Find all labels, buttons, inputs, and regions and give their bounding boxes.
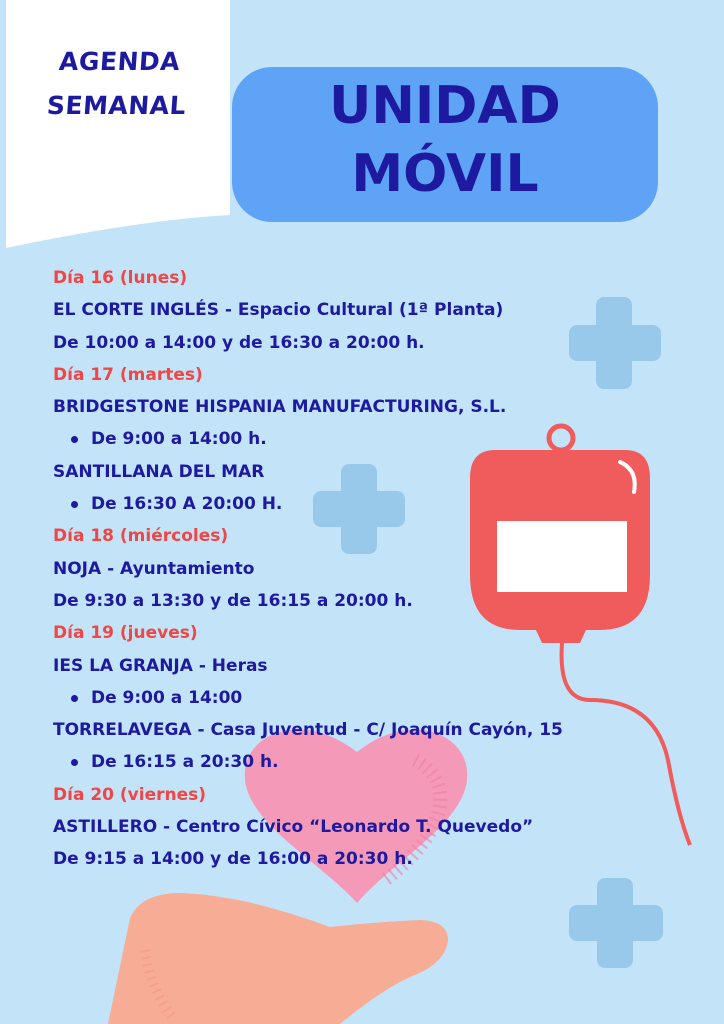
title-line-1: UNIDAD <box>329 76 561 136</box>
banner-line-2: SEMANAL <box>45 91 188 120</box>
page-title <box>232 72 658 208</box>
location-line: EL CORTE INGLÉS - Espacio Cultural (1ª Planta) <box>53 300 504 321</box>
day-heading: Día 16 (lunes) <box>53 268 188 288</box>
location-line: TORRELAVEGA - Casa Juventud - C/ Joaquín Cayón, 15 <box>53 720 563 741</box>
location-line: ASTILLERO - Centro Cívico “Leonardo T. Quevedo” <box>53 817 534 838</box>
agenda-list <box>53 262 653 876</box>
location-line: BRIDGESTONE HISPANIA MANUFACTURING, S.L. <box>53 397 507 418</box>
schedule-line: De 9:15 a 14:00 y de 16:00 a 20:30 h. <box>53 849 413 870</box>
day-heading: Día 18 (miércoles) <box>53 526 229 547</box>
banner <box>17 40 219 128</box>
schedule-bullet: De 9:00 a 14:00 h. <box>53 423 653 455</box>
location-line: SANTILLANA DEL MAR <box>53 461 265 482</box>
schedule-bullet: De 16:30 A 20:00 H. <box>53 488 653 520</box>
plus-cross-icon <box>569 878 663 968</box>
location-line: IES LA GRANJA - Heras <box>53 655 268 676</box>
location-line: NOJA - Ayuntamiento <box>53 558 255 579</box>
schedule-bullet: De 16:15 a 20:30 h. <box>53 746 653 778</box>
schedule-line: De 9:30 a 13:30 y de 16:15 a 20:00 h. <box>53 590 413 611</box>
day-heading: Día 20 (viernes) <box>53 784 207 805</box>
schedule-bullet: De 9:00 a 14:00 <box>53 682 653 714</box>
day-heading: Día 19 (jueves) <box>53 623 198 644</box>
hand-icon <box>108 893 448 1024</box>
banner-line-1: AGENDA <box>58 47 182 76</box>
schedule-line: De 10:00 a 14:00 y de 16:30 a 20:00 h. <box>53 332 425 353</box>
title-line-2: MÓVIL <box>351 144 539 204</box>
day-heading: Día 17 (martes) <box>53 364 203 385</box>
